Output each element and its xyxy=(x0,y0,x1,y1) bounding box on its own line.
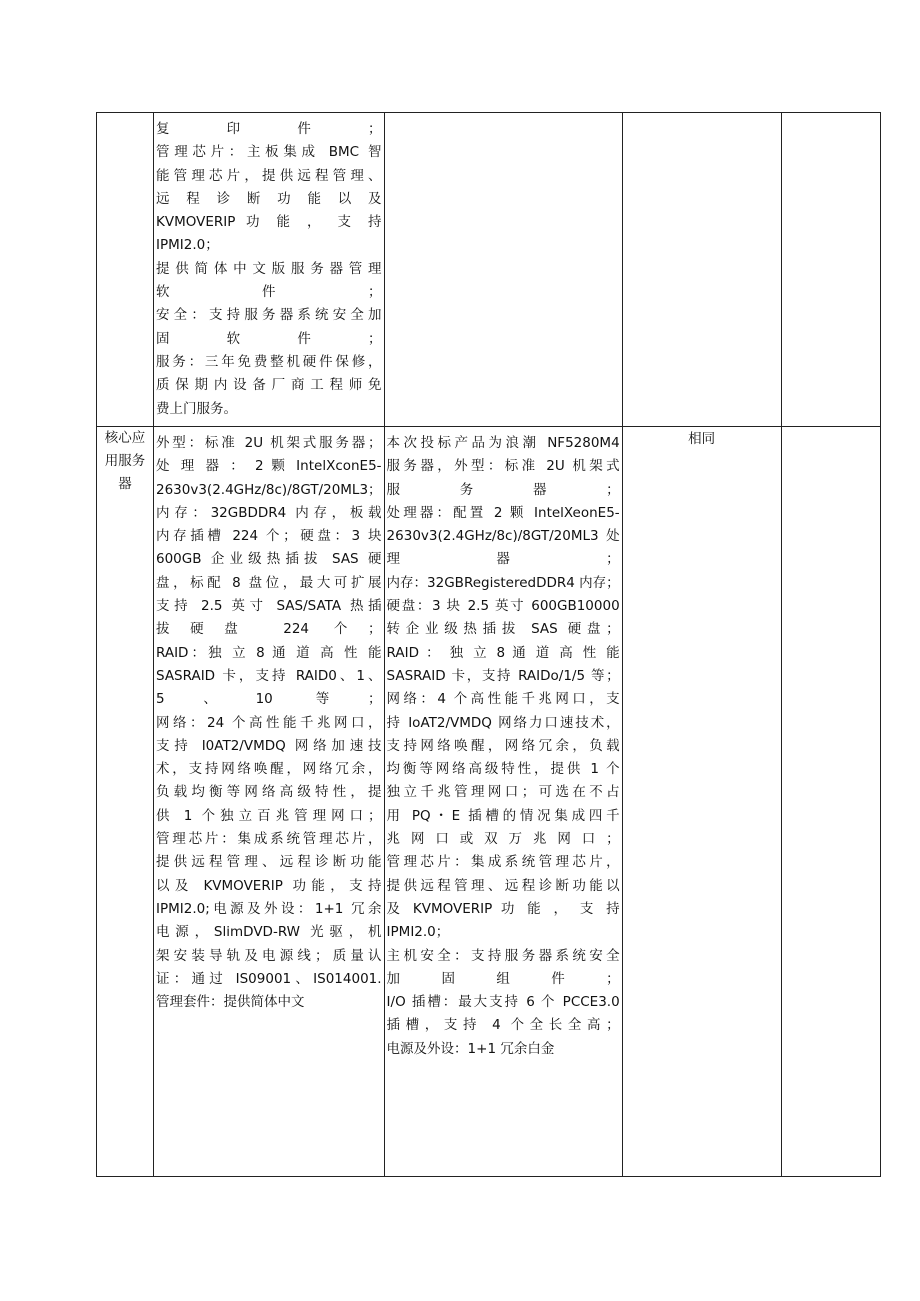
text-line: 服务器； xyxy=(386,481,620,498)
text-line: 支持 I0AT2/VMDQ 网络加速技 xyxy=(156,737,382,754)
text-line: 600GB 企业级热插拔 SAS 硬 xyxy=(156,551,382,568)
text-line: 固软件； xyxy=(156,330,382,347)
text-line: 架安装导轨及电源线；质量认 xyxy=(156,947,382,964)
text-line: 电源及外设：1+1 冗余白金 xyxy=(386,1040,555,1057)
text-line: 安全：支持服务器系统安全加 xyxy=(156,307,382,324)
text-line: 持 IoAT2/VMDQ 网络力口速技术， xyxy=(386,714,620,731)
text-line: RAID ： 独 立 8 通 道 高 性 能 xyxy=(386,644,620,661)
deviation-cell xyxy=(622,427,781,1177)
category-cell xyxy=(97,113,154,427)
text-line: 独立千兆管理网口；可选在不占 xyxy=(386,784,620,801)
remark-cell xyxy=(781,427,880,1177)
text-line: 费上门服务。 xyxy=(156,400,237,417)
requirement-text xyxy=(154,113,384,421)
table-row xyxy=(97,113,881,427)
text-line: IPMI2.0； xyxy=(156,237,219,254)
response-cell xyxy=(384,113,622,427)
text-line: I/O 插槽：最大支持 6 个 PCCE3.0 xyxy=(386,994,620,1011)
text-line: 远 程 诊 断 功 能 以 及 xyxy=(156,190,382,207)
text-line: 内存：32GBDDR4 内存，板载 xyxy=(156,504,382,521)
requirement-cell xyxy=(154,427,385,1177)
text-line: 网络：24 个高性能千兆网口， xyxy=(156,714,382,731)
text-line: 能管理芯片，提供远程管理、 xyxy=(156,167,382,184)
text-line: 拔硬盘 224 个； xyxy=(156,621,382,638)
text-line: 管理芯片：集成系统管理芯片， xyxy=(156,831,382,848)
text-line: 质保期内设备厂商工程师免 xyxy=(156,377,382,394)
text-line: 兆网口或双万兆网口； xyxy=(386,831,620,848)
category-cell xyxy=(97,427,154,1177)
text-line: RAID：独 立 8 通 道 高 性 能 xyxy=(156,644,382,661)
text-line: 负载均衡等网络高级特性，提 xyxy=(156,784,382,801)
spec-comparison-table xyxy=(96,112,881,1177)
text-line: 2630v3(2.4GHz∕8c)/8GT/20ML3 处 xyxy=(386,528,620,545)
text-line: 加固组件； xyxy=(386,970,620,987)
text-line: SASRAID 卡，支持 RAID0、1、 xyxy=(156,667,382,684)
text-line: 供 1 个独立百兆管理网口； xyxy=(156,807,382,824)
text-line: 用 PQ・E 插槽的情况集成四千 xyxy=(386,807,620,824)
text-line: 电源，SlimDVD-RW 光驱，机 xyxy=(156,924,382,941)
text-line: 硬盘：3 块 2.5 英寸 600GB10000 xyxy=(386,598,620,615)
text-line: 处理器：配置 2 颗 IntelXeonE5- xyxy=(386,504,620,521)
text-line: 及 KVMOVERIP 功 能 ， 支 持 xyxy=(386,900,620,917)
text-line: 盘，标配 8 盘位，最大可扩展 xyxy=(156,574,382,591)
text-line: 转企业级热插拔 SAS 硬盘； xyxy=(386,621,620,638)
text-line: 外型：标准 2U 机架式服务器； xyxy=(156,435,382,451)
category-label xyxy=(97,427,153,496)
text-line: 管理芯片：集成系统管理芯片， xyxy=(386,854,620,871)
text-line: IPMI2.0;电源及外设：1+1 冗余 xyxy=(156,900,382,917)
requirement-cell xyxy=(154,113,385,427)
text-line: 术，支持网络唤醒，网络冗余， xyxy=(156,761,382,778)
text-line: 网络：4 个高性能千兆网口，支 xyxy=(386,691,620,708)
category-line: 器 xyxy=(118,476,132,492)
deviation-label: 相同 xyxy=(688,431,716,447)
text-line: 复印件； xyxy=(156,121,382,137)
text-line: 理器； xyxy=(386,551,620,568)
text-line: SASRAID 卡，支持 RAIDo/1/5 等； xyxy=(386,667,620,684)
text-line: KVMOVERIP 功 能 ， 支 持 xyxy=(156,214,382,231)
text-line: 均衡等网络高级特性，提供 1 个 xyxy=(386,761,620,778)
text-line: 提供简体中文版服务器管理 xyxy=(156,260,382,277)
text-line: 插槽，支持 4 个全长全高； xyxy=(386,1017,620,1034)
text-line: IPMI2.0； xyxy=(386,924,450,941)
requirement-text xyxy=(154,427,384,1014)
text-line: 服务：三年免费整机硬件保修， xyxy=(156,353,382,370)
text-line: 处 理 器 ： 2 颗 IntelXconE5- xyxy=(156,458,382,475)
text-line: 管理套件：提供简体中文 xyxy=(156,994,305,1011)
text-line: 本次投标产品为浪潮 NF5280M4 xyxy=(386,435,620,451)
text-line: 2630v3(2.4GHz∕8c)∕8GT∕20ML3； xyxy=(156,481,382,498)
text-line: 支持网络唤醒，网络冗余，负载 xyxy=(386,737,620,754)
text-line: 以及 KVMOVERIP 功能，支持 xyxy=(156,877,382,894)
text-line: 内存插槽 224 个；硬盘：3 块 xyxy=(156,528,382,545)
table-row xyxy=(97,427,881,1177)
response-cell xyxy=(384,427,622,1177)
text-line: 证：通过 IS09001、IS014001. xyxy=(156,970,382,987)
text-line: 管理芯片：主板集成 BMC 智 xyxy=(156,144,382,161)
text-line: 主机安全：支持服务器系统安全 xyxy=(386,947,620,964)
text-line: 提供远程管理、远程诊断功能 xyxy=(156,854,382,871)
category-line: 用服务 xyxy=(104,453,146,469)
text-line: 服务器，外型：标准 2U 机架式 xyxy=(386,458,620,475)
text-line: 5、10 等； xyxy=(156,691,382,708)
remark-cell xyxy=(781,113,880,427)
text-line: 软件； xyxy=(156,284,382,301)
text-line: 支持 2.5 英寸 SAS/SATA 热插 xyxy=(156,598,382,615)
category-line: 核心应 xyxy=(104,430,146,446)
deviation-cell xyxy=(622,113,781,427)
response-text xyxy=(385,427,622,1061)
text-line: 提供远程管理、远程诊断功能以 xyxy=(386,877,620,894)
text-line: 内存：32GBRegisteredDDR4 内存； xyxy=(386,574,620,591)
